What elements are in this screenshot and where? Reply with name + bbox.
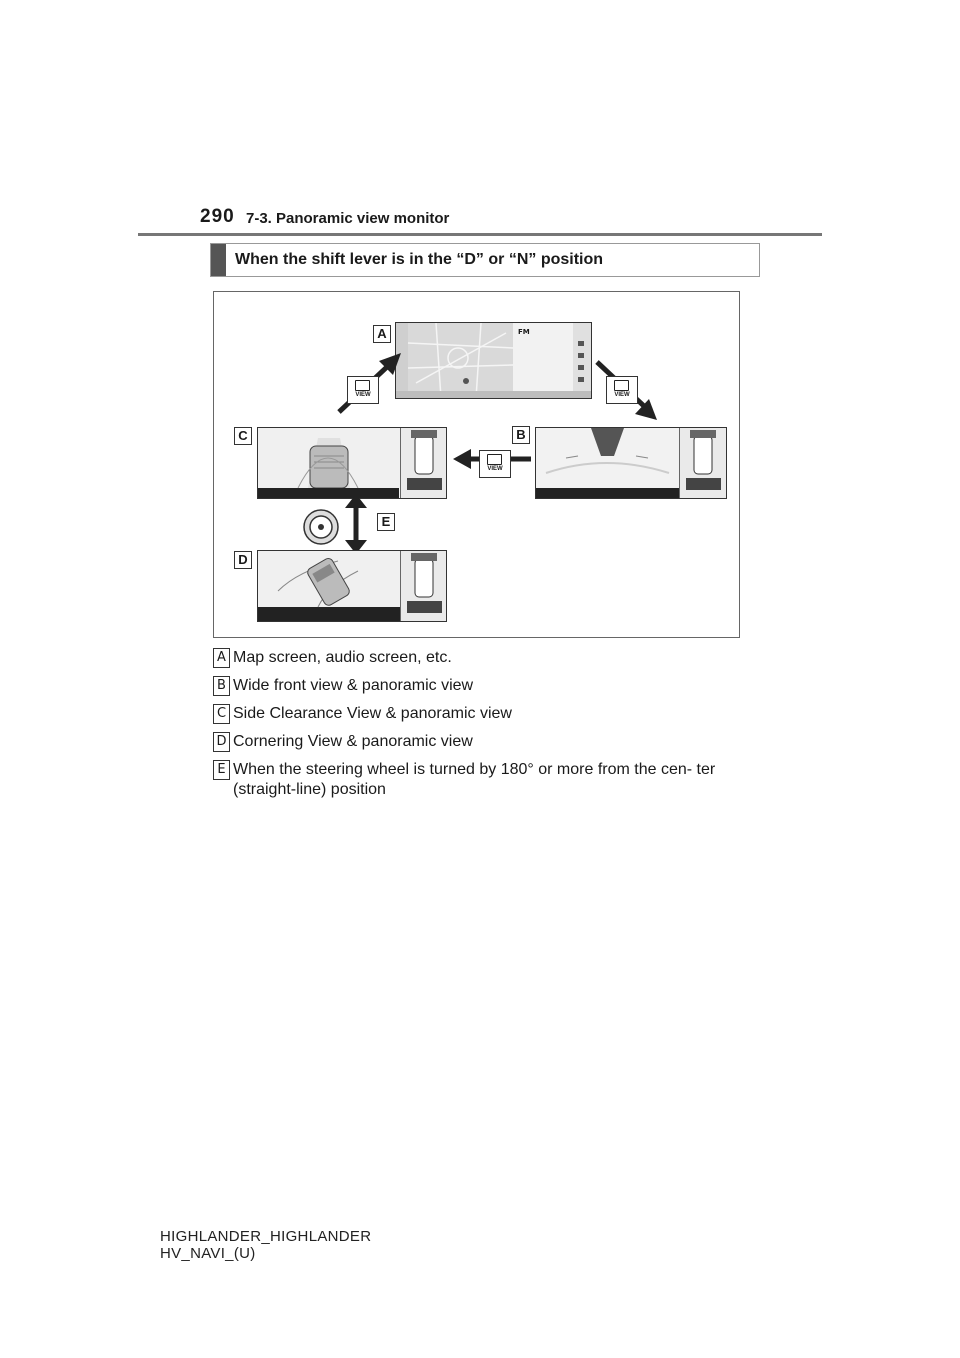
screen-c-side-clearance bbox=[257, 427, 447, 499]
panoramic-panel bbox=[400, 428, 447, 498]
label-d: D bbox=[234, 551, 252, 569]
legend-text: Cornering View & panoramic view bbox=[233, 733, 473, 750]
header-divider bbox=[138, 233, 822, 236]
camera-status-bar bbox=[258, 488, 399, 498]
view-button-left bbox=[347, 376, 379, 404]
screen-b-wide-front bbox=[535, 427, 727, 499]
section-title: 7-3. Panoramic view monitor bbox=[246, 210, 450, 227]
camera-icon bbox=[355, 380, 370, 391]
page-number: 290 bbox=[200, 206, 235, 227]
panoramic-panel bbox=[679, 428, 727, 498]
legend-text: Side Clearance View & panoramic view bbox=[233, 705, 512, 722]
legend-text: Wide front view & panoramic view bbox=[233, 677, 474, 694]
footer-line-2: HV_NAVI_(U) bbox=[160, 1245, 256, 1262]
view-button-right bbox=[606, 376, 638, 404]
subheading-box bbox=[210, 243, 760, 277]
legend-text: When the steering wheel is turned by 180° or more from the cen- ter (straight-line) position bbox=[233, 761, 716, 798]
legend-text: Map screen, audio screen, etc. bbox=[233, 649, 452, 666]
label-b: B bbox=[512, 426, 530, 444]
subheading-accent-bar bbox=[211, 244, 226, 276]
wide-front-illustration bbox=[536, 428, 679, 488]
screen-a-map-audio bbox=[395, 322, 592, 399]
footer-line-1: HIGHLANDER_HIGHLANDER bbox=[160, 1228, 372, 1245]
legend-badge: E bbox=[213, 760, 230, 780]
label-a: A bbox=[373, 325, 391, 343]
double-arrow-e bbox=[341, 494, 371, 554]
vehicle-top-icon bbox=[401, 551, 447, 621]
view-button-label: VIEW bbox=[487, 466, 503, 472]
steering-wheel-icon bbox=[301, 507, 341, 547]
view-button-label: VIEW bbox=[614, 392, 630, 398]
vehicle-top-icon bbox=[680, 428, 727, 498]
document-footer bbox=[160, 1228, 371, 1262]
legend-badge: A bbox=[213, 648, 230, 668]
label-e: E bbox=[377, 513, 395, 531]
map-screen-illustration bbox=[396, 323, 591, 398]
legend-badge: C bbox=[213, 704, 230, 724]
panoramic-panel bbox=[400, 551, 447, 621]
side-clearance-illustration bbox=[258, 428, 400, 488]
vehicle-top-icon bbox=[401, 428, 447, 498]
camera-icon bbox=[487, 454, 502, 465]
view-switching-diagram bbox=[213, 291, 740, 638]
legend-badge: D bbox=[213, 732, 230, 752]
camera-icon bbox=[614, 380, 629, 391]
legend-badge: B bbox=[213, 676, 230, 696]
screen-a-band-text: FM bbox=[518, 328, 530, 336]
camera-status-bar bbox=[536, 488, 679, 498]
subheading-text: When the shift lever is in the “D” or “N” position bbox=[235, 251, 604, 268]
label-c: C bbox=[234, 427, 252, 445]
view-button-label: VIEW bbox=[355, 392, 371, 398]
view-button-center bbox=[479, 450, 511, 478]
cornering-illustration bbox=[258, 551, 400, 621]
screen-d-cornering bbox=[257, 550, 447, 622]
